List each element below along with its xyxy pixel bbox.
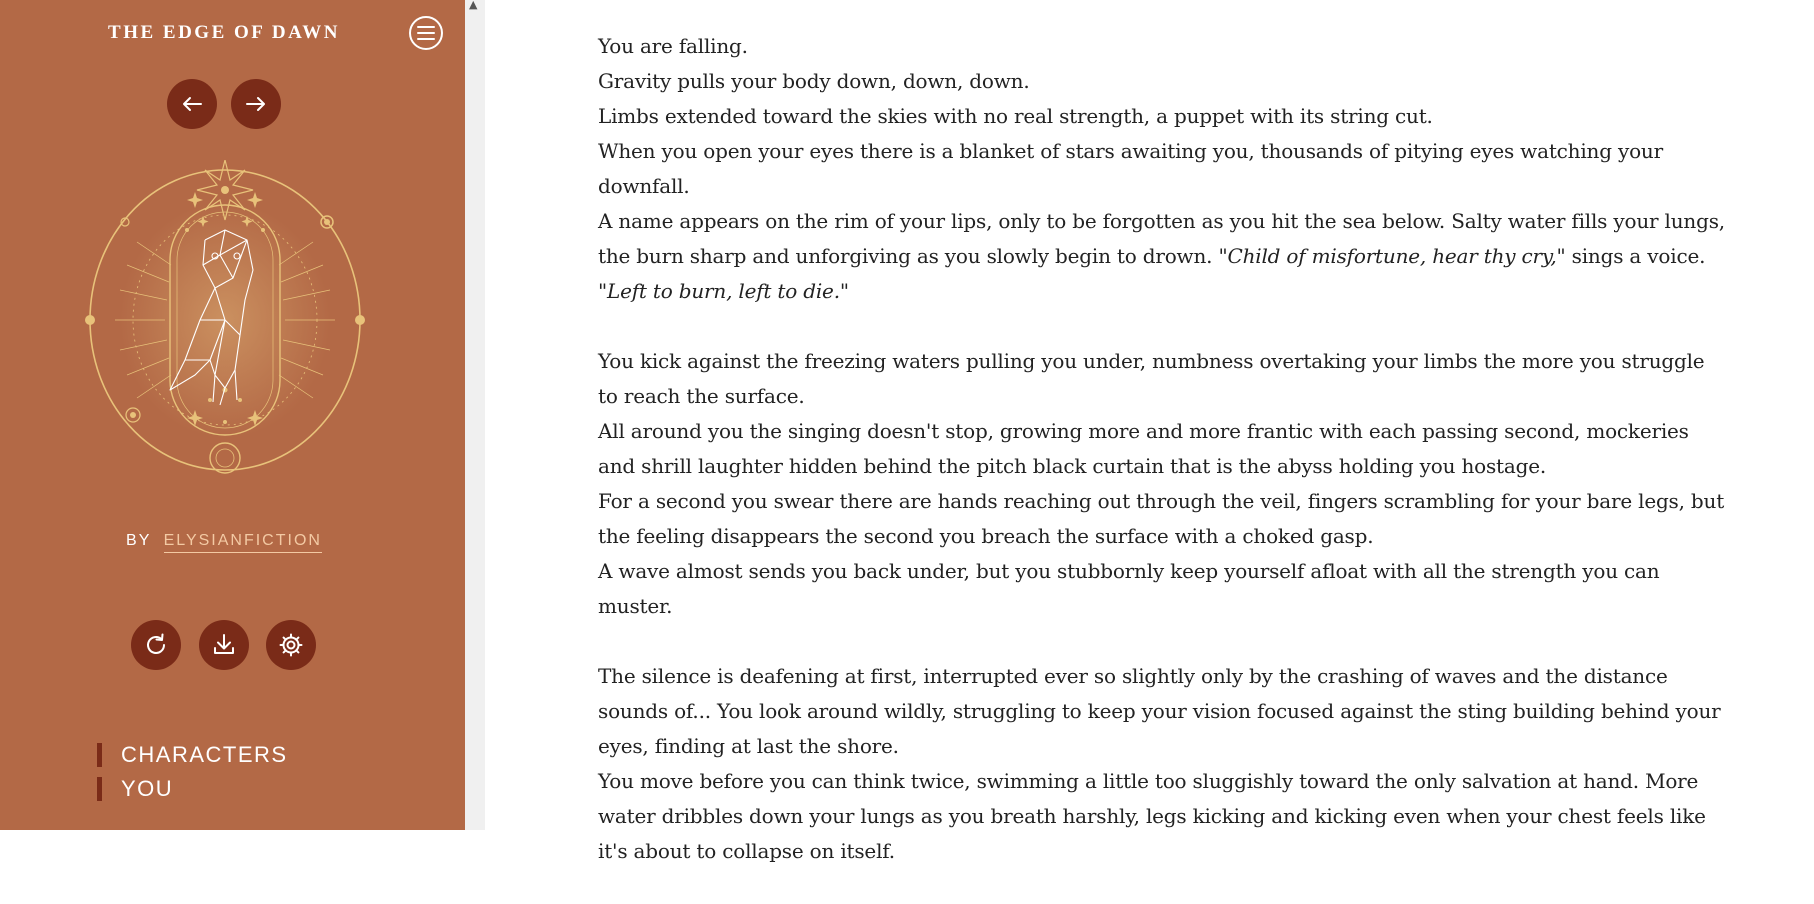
- story-line: sings a voice.: [1565, 244, 1706, 268]
- gear-icon: [278, 632, 304, 658]
- restart-icon: [143, 632, 169, 658]
- story-line: Limbs extended toward the skies with no real strength, a puppet with its string cut.: [598, 104, 1433, 128]
- nav-item-you[interactable]: [97, 772, 288, 806]
- story-line: The silence is deafening at first, interrupted ever so slightly only by the crashing of waves and the distance sounds of... You look around wildly, struggling to keep your vision focused against the sting building behind your eyes, finding at last the shore.: [598, 664, 1721, 758]
- song-lyric: "Child of misfortune, hear thy cry,": [1218, 244, 1566, 268]
- arrow-left-icon: [181, 96, 203, 112]
- byline: [0, 532, 448, 550]
- scroll-up-arrow-icon[interactable]: ▲: [469, 0, 478, 11]
- paragraph: [598, 29, 1728, 309]
- menu-button[interactable]: [409, 16, 443, 50]
- nav-item-label: CHARACTERS: [121, 742, 288, 767]
- arrow-right-icon: [245, 96, 267, 112]
- nav-item-label: YOU: [121, 776, 174, 801]
- back-button[interactable]: [167, 79, 217, 129]
- byline-prefix: BY: [126, 532, 152, 549]
- story-line: Gravity pulls your body down, down, down.: [598, 69, 1030, 93]
- story-passage: [598, 29, 1728, 904]
- story-line: All around you the singing doesn't stop, growing more and more frantic with each passing second, mockeries and shrill laughter hidden behind the pitch black curtain that is the abyss holding you hostage.: [598, 419, 1689, 478]
- story-line: A wave almost sends you back under, but you stubbornly keep yourself afloat with all the strength you can muster.: [598, 559, 1660, 618]
- sidebar-scrollbar[interactable]: [465, 0, 485, 830]
- menu-icon: [416, 25, 436, 41]
- download-icon: [211, 632, 237, 658]
- sidebar-nav: [97, 738, 288, 806]
- story-line: You move before you can think twice, swimming a little too sluggishly toward the only salvation at hand. More water dribbles down your lungs as you breath harshly, legs kicking and kicking even when your chest feels like it's about to collapse on itself.: [598, 769, 1706, 863]
- nav-item-marker: [97, 777, 102, 801]
- paragraph: [598, 344, 1728, 624]
- story-title: THE EDGE OF DAWN: [108, 22, 340, 43]
- settings-button[interactable]: [266, 620, 316, 670]
- nav-item-marker: [97, 743, 102, 767]
- story-line: A name appears on the rim of your lips, only to be forgotten as you hit the sea below. Salty water fills your lungs, the burn sharp and unforgiving as you slowly begin to drown.: [598, 209, 1725, 268]
- forward-button[interactable]: [231, 79, 281, 129]
- story-line: When you open your eyes there is a blanket of stars awaiting you, thousands of pitying eyes watching your downfall.: [598, 139, 1663, 198]
- paragraph: [598, 659, 1728, 869]
- author-link[interactable]: ELYSIANFICTION: [164, 532, 322, 553]
- sidebar: [0, 0, 465, 830]
- restart-button[interactable]: [131, 620, 181, 670]
- story-line: You kick against the freezing waters pulling you under, numbness overtaking your limbs the more you struggle to reach the surface.: [598, 349, 1705, 408]
- nav-item-characters[interactable]: [97, 738, 288, 772]
- story-line: You are falling.: [598, 34, 748, 58]
- cover-art: [75, 160, 375, 480]
- song-lyric: "Left to burn, left to die.": [598, 279, 849, 303]
- save-button[interactable]: [199, 620, 249, 670]
- story-line: For a second you swear there are hands reaching out through the veil, fingers scrambling for your bare legs, but the feeling disappears the second you breach the surface with a choked gasp.: [598, 489, 1725, 548]
